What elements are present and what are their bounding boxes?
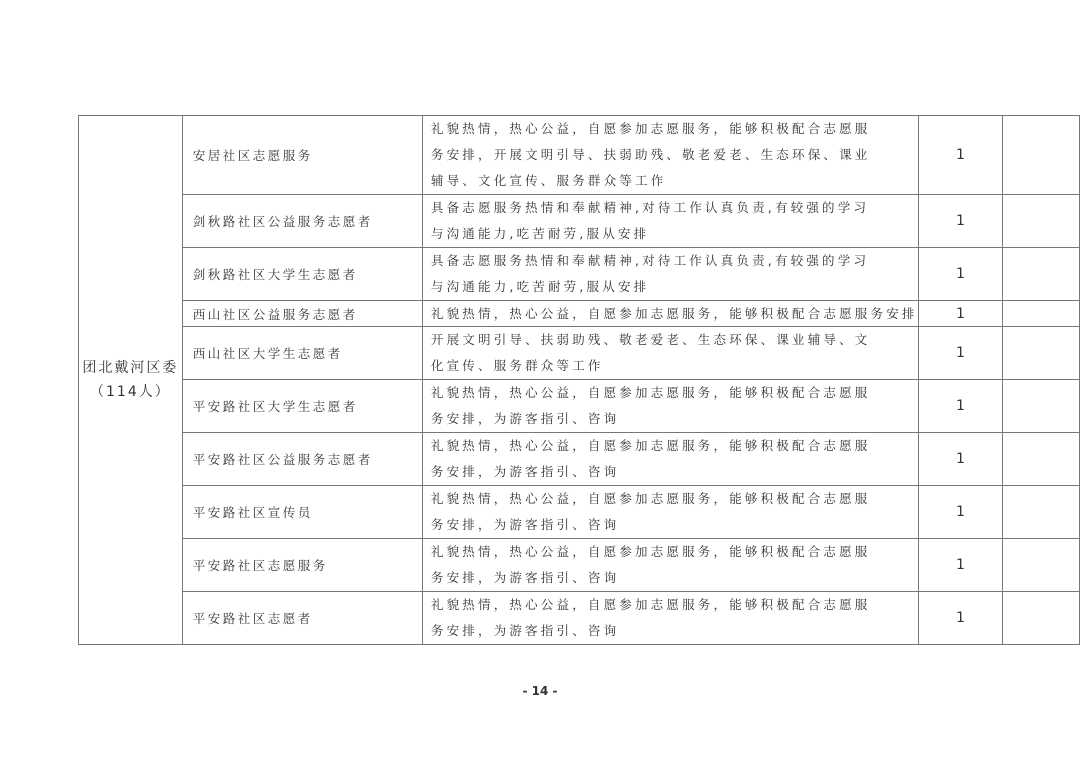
position-name: 西山社区大学生志愿者 [182,327,422,380]
position-count: 1 [918,248,1003,301]
requirement-line: 具备志愿服务热情和奉献精神,对待工作认真负责,有较强的学习 [430,253,870,268]
table-row [79,327,1080,380]
position-count: 1 [918,486,1003,539]
note-cell [1003,539,1080,592]
requirement-line: 与沟通能力,吃苦耐劳,服从安排 [430,226,650,241]
requirement-line: 礼貌热情，热心公益，自愿参加志愿服务，能够积极配合志愿服 [430,121,871,136]
note-cell [1003,486,1080,539]
table-row [79,433,1080,486]
position-count: 1 [918,301,1003,327]
position-count: 1 [918,116,1003,195]
table-row [79,116,1080,195]
requirement-line: 礼貌热情，热心公益，自愿参加志愿服务，能够积极配合志愿服 [430,491,871,506]
requirement-line: 与沟通能力,吃苦耐劳,服从安排 [430,279,650,294]
requirement-line: 务安排，开展文明引导、扶弱助残、敬老爱老、生态环保、课业 [430,147,871,162]
position-count: 1 [918,195,1003,248]
requirement-line: 务安排，为游客指引、咨询 [430,517,620,532]
position-name: 平安路社区宣传员 [182,486,422,539]
requirement-line: 礼貌热情，热心公益，自愿参加志愿服务，能够积极配合志愿服务安排 [430,305,918,321]
position-requirements [422,539,918,592]
position-requirements [422,248,918,301]
organization-count: （114人） [90,384,171,400]
volunteer-positions-table [78,115,1080,645]
position-requirements [422,380,918,433]
requirement-line: 务安排，为游客指引、咨询 [430,570,620,585]
position-name: 平安路社区公益服务志愿者 [182,433,422,486]
position-name: 西山社区公益服务志愿者 [182,301,422,327]
position-name: 安居社区志愿服务 [182,116,422,195]
position-count: 1 [918,327,1003,380]
requirement-line: 开展文明引导、扶弱助残、敬老爱老、生态环保、课业辅导、文 [430,332,871,347]
position-name: 剑秋路社区大学生志愿者 [182,248,422,301]
position-requirements [422,195,918,248]
position-name: 平安路社区大学生志愿者 [182,380,422,433]
position-name: 平安路社区志愿服务 [182,539,422,592]
requirement-line: 礼貌热情，热心公益，自愿参加志愿服务，能够积极配合志愿服 [430,438,871,453]
table-row [79,592,1080,645]
organization-cell [79,116,183,645]
table-row [79,248,1080,301]
position-count: 1 [918,539,1003,592]
organization-name: 团北戴河区委 [82,360,179,376]
requirement-line: 化宣传、服务群众等工作 [430,358,604,373]
requirement-line: 具备志愿服务热情和奉献精神,对待工作认真负责,有较强的学习 [430,200,870,215]
requirement-line: 务安排，为游客指引、咨询 [430,464,620,479]
note-cell [1003,195,1080,248]
position-count: 1 [918,433,1003,486]
note-cell [1003,327,1080,380]
note-cell [1003,592,1080,645]
note-cell [1003,301,1080,327]
position-requirements [422,592,918,645]
table-row [79,301,1080,327]
position-requirements [422,301,918,327]
position-name: 平安路社区志愿者 [182,592,422,645]
table-row [79,539,1080,592]
note-cell [1003,248,1080,301]
note-cell [1003,433,1080,486]
table-row [79,380,1080,433]
position-requirements [422,116,918,195]
page-number: - 14 - [522,684,558,698]
position-count: 1 [918,592,1003,645]
position-count: 1 [918,380,1003,433]
requirement-line: 务安排，为游客指引、咨询 [430,411,620,426]
position-requirements [422,327,918,380]
table-row [79,486,1080,539]
requirement-line: 务安排，为游客指引、咨询 [430,623,620,638]
requirement-line: 辅导、文化宣传、服务群众等工作 [430,173,667,188]
position-requirements [422,433,918,486]
position-name: 剑秋路社区公益服务志愿者 [182,195,422,248]
requirement-line: 礼貌热情，热心公益，自愿参加志愿服务，能够积极配合志愿服 [430,597,871,612]
note-cell [1003,380,1080,433]
requirement-line: 礼貌热情，热心公益，自愿参加志愿服务，能够积极配合志愿服 [430,385,871,400]
note-cell [1003,116,1080,195]
requirement-line: 礼貌热情，热心公益，自愿参加志愿服务，能够积极配合志愿服 [430,544,871,559]
position-requirements [422,486,918,539]
table-row [79,195,1080,248]
